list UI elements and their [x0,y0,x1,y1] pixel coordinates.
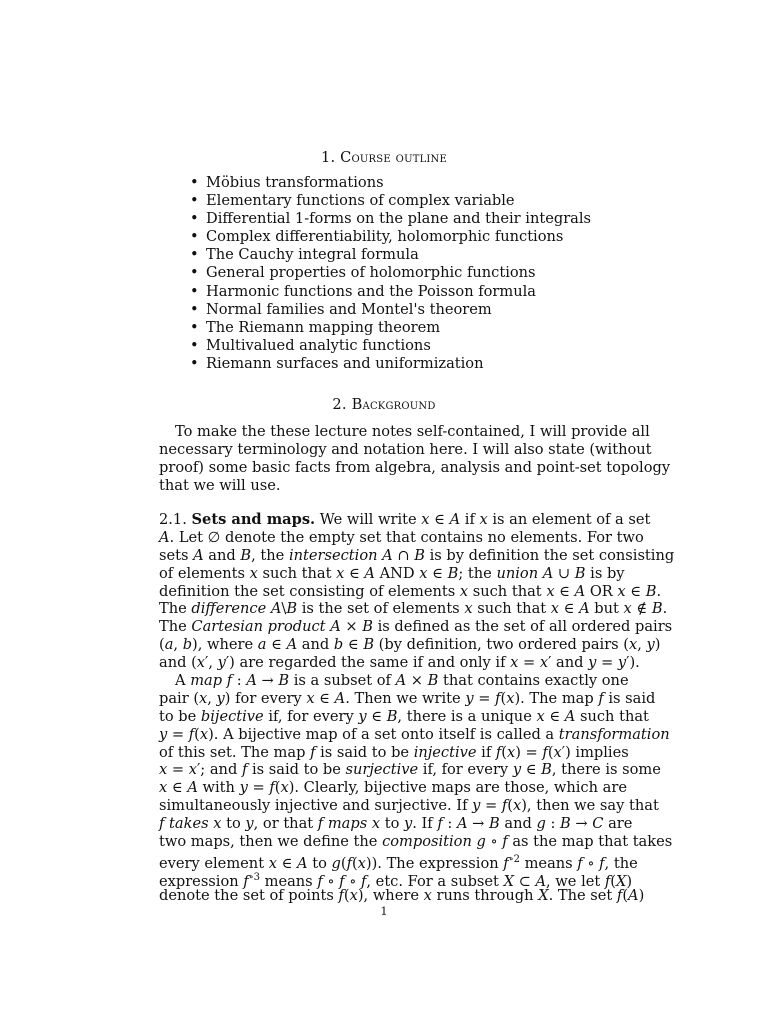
subsection-number: 2.1. [159,511,187,528]
list-item: • Complex differentiability, holomorphic functions [190,228,564,246]
text-line: of elements x such that x ∈ A AND x ∈ B; the union A ∪ B is by [159,564,625,582]
sets-and-maps-paragraph [159,511,675,905]
bullet-icon: • [190,192,199,210]
text-line: expression $f^{\circ 3}$ means f ∘ f ∘ f, etc. For a subset X ⊂ A, we let f(X) [159,871,633,890]
text-line: The difference A\B is the set of elements x such that x ∈ A but x ∉ B. [159,600,668,618]
bullet-icon: • [190,354,199,372]
text-line: two maps, then we define the composition g ∘ f as the map that takes [159,833,673,851]
list-item: • The Riemann mapping theorem [190,318,441,336]
list-item: • Elementary functions of complex variable [190,192,515,210]
text-line: definition the set consisting of elements x such that x ∈ A OR x ∈ B. [159,582,662,600]
text-line: necessary terminology and notation here. I will also state (without [159,440,652,458]
text-line: x = x′; and f is said to be surjective if, for every y ∈ B, there is some [159,761,661,779]
text-line: and (x′, y′) are regarded the same if and only if x = x′ and y = y′). [159,654,640,672]
text-line: y = f(x). A bijective map of a set onto itself is called a transformation [159,725,670,743]
background-intro-paragraph [159,423,671,495]
bullet-icon: • [190,300,199,318]
text-line: A map f : A → B is a subset of A × B that contains exactly one [175,672,629,690]
bullet-icon: • [190,264,199,282]
text-line: proof) some basic facts from algebra, analysis and point-set topology [159,458,671,476]
text-line: that we will use. [159,476,281,494]
section-heading-background [0,396,768,413]
page-number: 1 [380,905,388,918]
bullet-icon: • [190,318,199,336]
list-item: • Multivalued analytic functions [190,336,431,354]
section-heading-course-outline [0,149,768,166]
text-line: The Cartesian product A × B is defined as the set of all ordered pairs [159,618,673,636]
bullet-icon: • [190,336,199,354]
bullet-icon: • [190,174,199,191]
list-item: • General properties of holomorphic functions [190,264,536,282]
section-number: 1. [320,149,336,166]
text-line: (a, b), where a ∈ A and b ∈ B (by definition, two ordered pairs (x, y) [159,636,661,654]
list-item: • Differential 1-forms on the plane and their integrals [190,210,592,228]
list-item: • The Cauchy integral formula [190,246,419,264]
text-line: every element x ∈ A to g(f(x)). The expression $f^{\circ 2}$ means f ∘ f, the [159,853,638,872]
text-line: to be bijective if, for every y ∈ B, there is a unique x ∈ A such that [159,707,649,725]
section-title: Background [351,396,436,413]
text-line: 2.1. Sets and maps. We will write x ∈ A if x is an element of a set [159,511,651,528]
text-line: denote the set of points f(x), where x runs through X. The set f(A) [159,886,645,904]
section-title: Course outline [340,149,448,166]
text-line: simultaneously injective and surjective. If y = f(x), then we say that [159,797,659,815]
bullet-icon: • [190,228,199,246]
text-line: pair (x, y) for every x ∈ A. Then we write y = f(x). The map f is said [159,689,656,707]
list-item: • Normal families and Montel's theorem [190,300,492,318]
list-item: • Harmonic functions and the Poisson formula [190,282,536,300]
text-line: f takes x to y, or that f maps x to y. If f : A → B and g : B → C are [159,815,633,833]
text-line: A. Let ∅ denote the empty set that contains no elements. For two [159,528,644,546]
course-outline-list [190,174,591,373]
subsection-title: Sets and maps. [191,511,316,528]
list-item: • Möbius transformations [190,174,384,191]
text-line: of this set. The map f is said to be injective if f(x) = f(x′) implies [159,743,629,761]
list-item: • Riemann surfaces and uniformization [190,354,484,372]
text-line: x ∈ A with y = f(x). Clearly, bijective maps are those, which are [159,779,627,797]
text-line: sets A and B, the intersection A ∩ B is by definition the set consisting [159,546,675,564]
bullet-icon: • [190,210,199,228]
section-number: 2. [332,396,347,413]
bullet-icon: • [190,246,199,264]
bullet-icon: • [190,282,199,300]
text-line: To make the these lecture notes self-contained, I will provide all [175,423,650,440]
